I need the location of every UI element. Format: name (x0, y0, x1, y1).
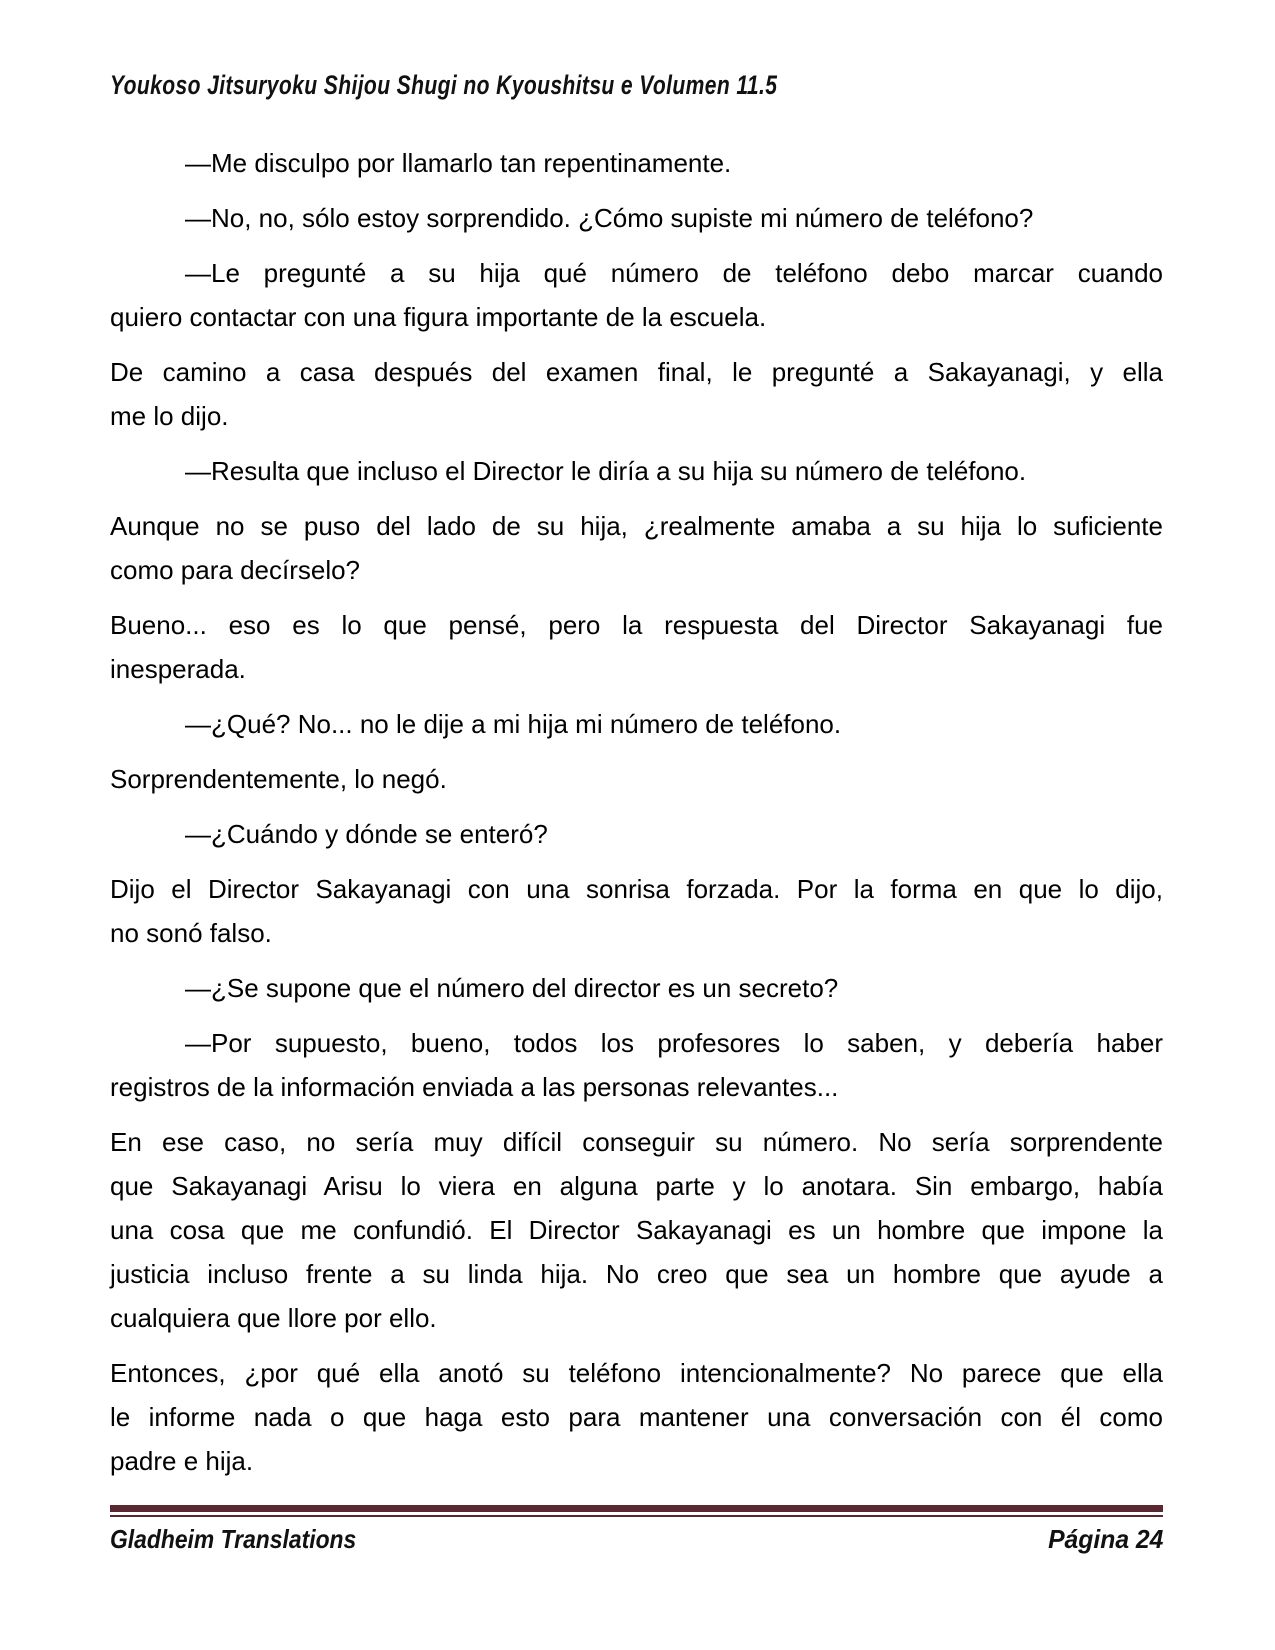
text-line: En ese caso, no sería muy difícil conseguir su número. No sería sorprendente (110, 1127, 1163, 1157)
paragraph (110, 867, 1163, 955)
text-line: —¿Cuándo y dónde se enteró? (185, 819, 548, 849)
text-line: cualquiera que llore por ello. (110, 1303, 437, 1333)
text-line: Aunque no se puso del lado de su hija, ¿realmente amaba a su hija lo suficiente (110, 511, 1163, 541)
text-line: me lo dijo. (110, 401, 229, 431)
text-line: justicia incluso frente a su linda hija. No creo que sea un hombre que ayude a (110, 1259, 1163, 1289)
text-line: inesperada. (110, 654, 246, 684)
text-line: —Le pregunté a su hija qué número de teléfono debo marcar cuando (185, 258, 1163, 288)
paragraph (110, 1120, 1163, 1340)
paragraph (110, 812, 1163, 856)
page-header-title: Youkoso Jitsuryoku Shijou Shugi no Kyoushitsu e Volumen 11.5 (110, 70, 778, 100)
paragraph (110, 251, 1163, 339)
text-line: registros de la información enviada a las personas relevantes... (110, 1072, 839, 1102)
text-line: Bueno... eso es lo que pensé, pero la respuesta del Director Sakayanagi fue (110, 610, 1163, 640)
paragraph (110, 1021, 1163, 1109)
paragraph (110, 1351, 1163, 1483)
paragraph (110, 757, 1163, 801)
footer-rule-thick (110, 1505, 1163, 1512)
paragraph (110, 504, 1163, 592)
page-footer (110, 1505, 1163, 1555)
paragraph (110, 449, 1163, 493)
text-line: una cosa que me confundió. El Director Sakayanagi es un hombre que impone la (110, 1215, 1163, 1245)
body-paragraphs (110, 141, 1163, 1494)
text-line: no sonó falso. (110, 918, 272, 948)
text-line: De camino a casa después del examen final, le pregunté a Sakayanagi, y ella (110, 357, 1163, 387)
text-line: —¿Se supone que el número del director es un secreto? (185, 973, 839, 1003)
paragraph (110, 141, 1163, 185)
text-line: —¿Qué? No... no le dije a mi hija mi número de teléfono. (185, 709, 842, 739)
footer-page-number: Página 24 (1047, 1524, 1163, 1554)
paragraph (110, 196, 1163, 240)
footer-rule-thin (110, 1515, 1163, 1517)
footer-text-row (110, 1524, 1163, 1555)
text-line: que Sakayanagi Arisu lo viera en alguna parte y lo anotara. Sin embargo, había (110, 1171, 1163, 1201)
text-line: —Resulta que incluso el Director le diría a su hija su número de teléfono. (185, 456, 1027, 486)
text-line: —No, no, sólo estoy sorprendido. ¿Cómo supiste mi número de teléfono? (185, 203, 1034, 233)
paragraph (110, 702, 1163, 746)
text-line: quiero contactar con una figura importante de la escuela. (110, 302, 767, 332)
text-line: Dijo el Director Sakayanagi con una sonrisa forzada. Por la forma en que lo dijo, (110, 874, 1163, 904)
footer-translator-label: Gladheim Translations (110, 1524, 357, 1554)
text-line: Sorprendentemente, lo negó. (110, 764, 447, 794)
paragraph (110, 603, 1163, 691)
text-line: Entonces, ¿por qué ella anotó su teléfono intencionalmente? No parece que ella (110, 1358, 1163, 1388)
paragraph (110, 966, 1163, 1010)
text-line: —Por supuesto, bueno, todos los profesores lo saben, y debería haber (185, 1028, 1163, 1058)
paragraph (110, 350, 1163, 438)
text-line: le informe nada o que haga esto para mantener una conversación con él como (110, 1402, 1163, 1432)
text-line: como para decírselo? (110, 555, 361, 585)
text-line: —Me disculpo por llamarlo tan repentinamente. (185, 148, 732, 178)
text-line: padre e hija. (110, 1446, 254, 1476)
